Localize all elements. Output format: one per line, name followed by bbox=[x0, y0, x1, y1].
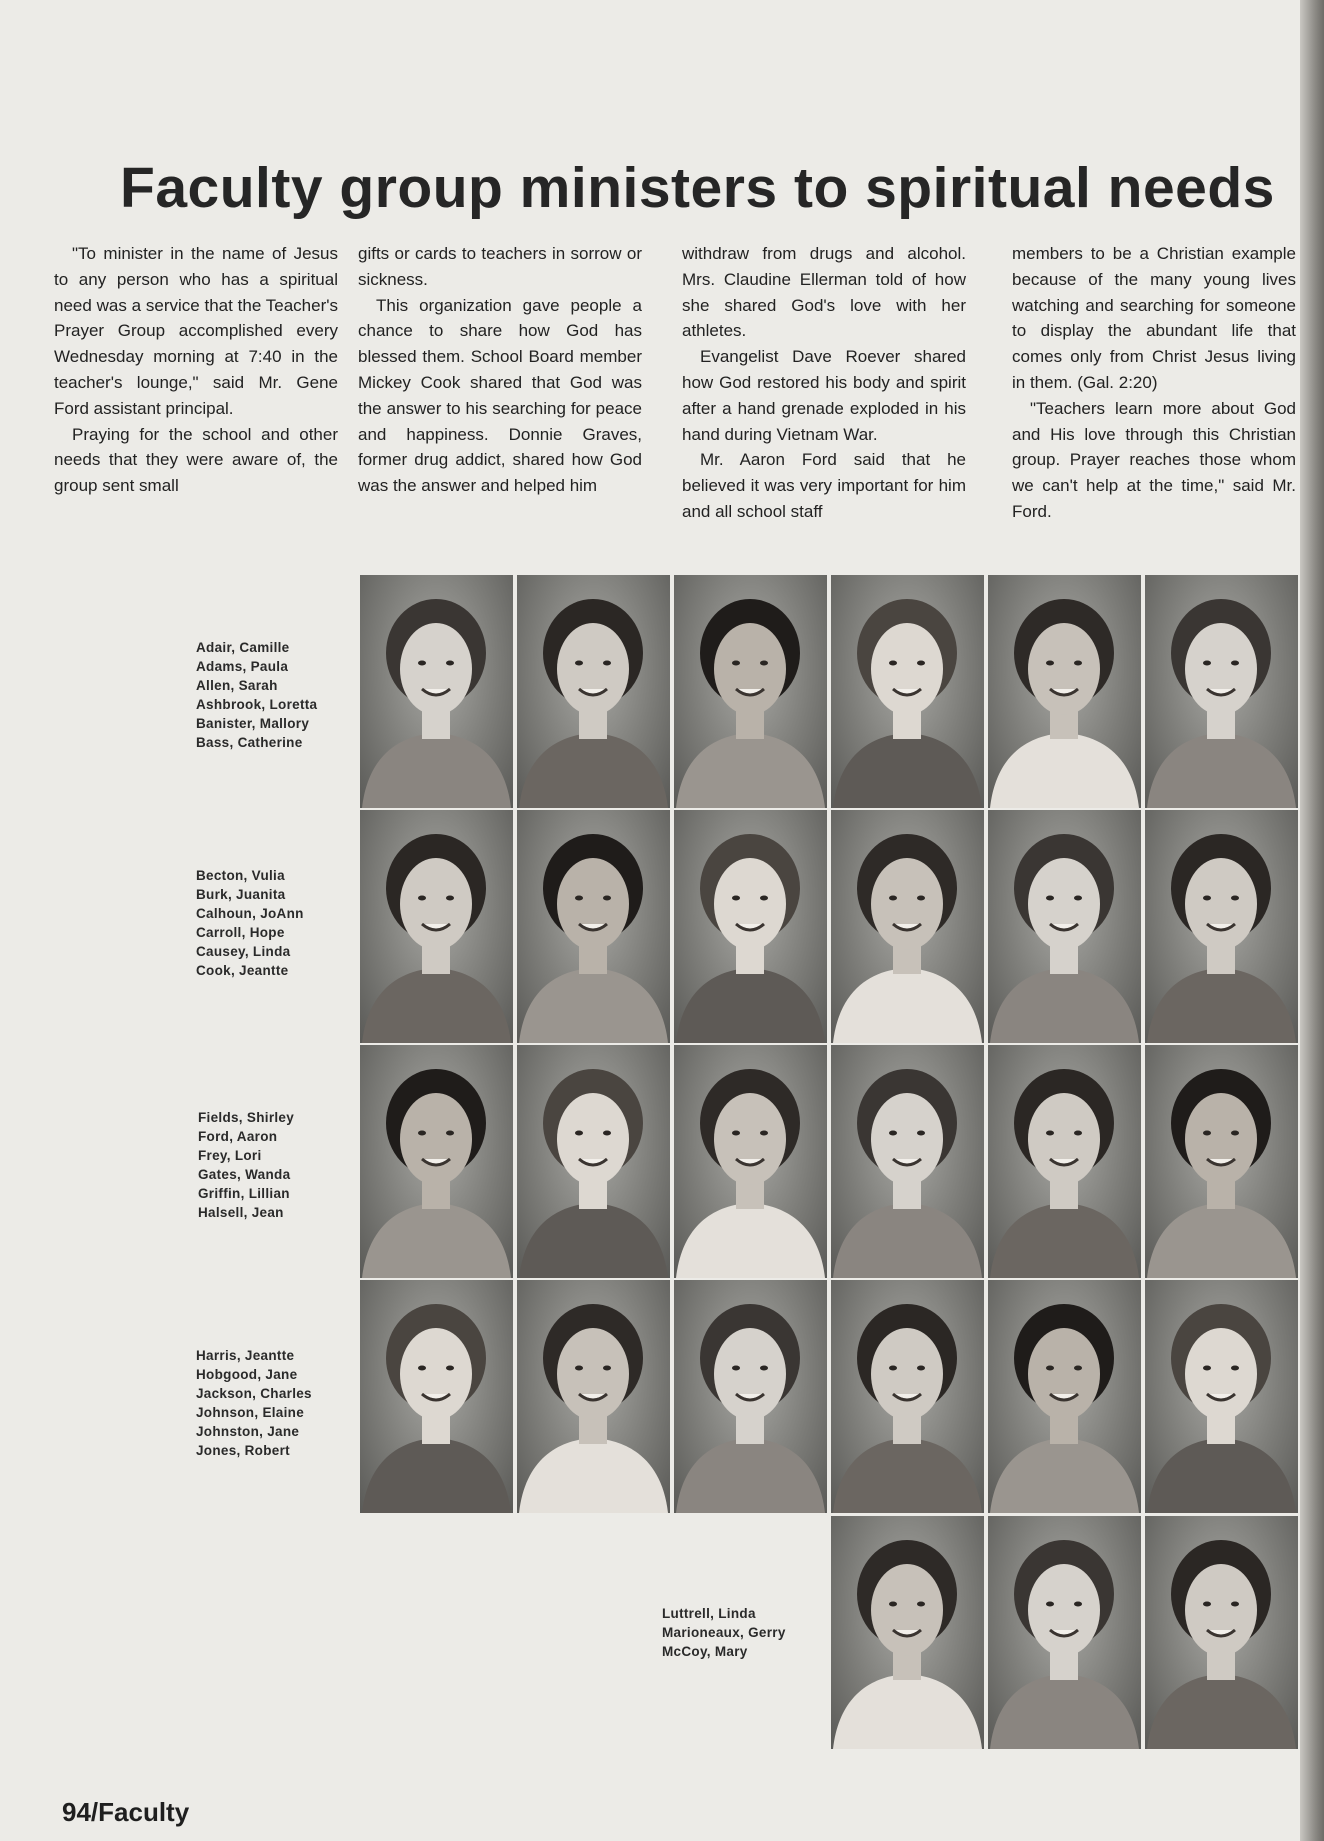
portrait-image bbox=[831, 810, 984, 1043]
faculty-name: Frey, Lori bbox=[198, 1148, 262, 1163]
page-edge-shadow bbox=[1300, 0, 1324, 1841]
article-column-2 bbox=[358, 241, 642, 499]
faculty-name: Fields, Shirley bbox=[198, 1110, 295, 1125]
faculty-name: Jones, Robert bbox=[196, 1443, 290, 1458]
faculty-name: Causey, Linda bbox=[196, 944, 291, 959]
faculty-name: Carroll, Hope bbox=[196, 925, 285, 940]
faculty-name: Bass, Catherine bbox=[196, 735, 303, 750]
portrait-image bbox=[1145, 575, 1298, 808]
faculty-portrait-photo bbox=[1145, 1280, 1298, 1513]
faculty-name: Calhoun, JoAnn bbox=[196, 906, 304, 921]
article-paragraph: members to be a Christian example because of the many young lives watching and searching for someone to display the abundant life that comes only from Christ Jesus living in them. (Gal. 2:20) bbox=[1012, 244, 1296, 392]
portrait-image bbox=[360, 1280, 513, 1513]
portrait-image bbox=[517, 1045, 670, 1278]
article-column-1 bbox=[54, 241, 338, 499]
faculty-portrait-photo bbox=[988, 575, 1141, 808]
faculty-name: Ford, Aaron bbox=[198, 1129, 278, 1144]
name-caption-row-2 bbox=[196, 866, 304, 980]
portrait-image bbox=[360, 575, 513, 808]
portrait-image bbox=[674, 1045, 827, 1278]
faculty-name: Marioneaux, Gerry bbox=[662, 1625, 786, 1640]
faculty-portrait-photo bbox=[1145, 810, 1298, 1043]
article-paragraph: "To minister in the name of Jesus to any person who has a spiritual need was a service that the Teacher's Prayer Group accomplished every Wednesday morning at 7:40 in the teacher's lounge," said Mr. Gene Ford assistant principal. bbox=[54, 244, 338, 418]
faculty-name: Harris, Jeantte bbox=[196, 1348, 295, 1363]
faculty-name: Johnson, Elaine bbox=[196, 1405, 305, 1420]
portrait-image bbox=[360, 1045, 513, 1278]
faculty-portrait-photo bbox=[831, 1280, 984, 1513]
portrait-image bbox=[831, 1045, 984, 1278]
faculty-portrait-photo bbox=[1145, 1516, 1298, 1749]
portrait-image bbox=[988, 810, 1141, 1043]
faculty-name: Hobgood, Jane bbox=[196, 1367, 298, 1382]
faculty-portrait-photo bbox=[988, 1280, 1141, 1513]
faculty-name: Gates, Wanda bbox=[198, 1167, 291, 1182]
faculty-portrait-photo bbox=[988, 1045, 1141, 1278]
faculty-name: Banister, Mallory bbox=[196, 716, 310, 731]
article-paragraph: Mr. Aaron Ford said that he believed it was very important for him and all school staff bbox=[682, 450, 966, 521]
article-paragraph: withdraw from drugs and alcohol. Mrs. Claudine Ellerman told of how she shared God's love with her athletes. bbox=[682, 244, 966, 341]
faculty-portrait-photo bbox=[674, 575, 827, 808]
portrait-image bbox=[1145, 810, 1298, 1043]
article-paragraph: Praying for the school and other needs that they were aware of, the group sent small bbox=[54, 424, 338, 496]
faculty-name: Luttrell, Linda bbox=[662, 1606, 756, 1621]
faculty-portrait-photo bbox=[517, 575, 670, 808]
portrait-image bbox=[360, 810, 513, 1043]
portrait-image bbox=[517, 575, 670, 808]
portrait-image bbox=[988, 1280, 1141, 1513]
faculty-portrait-photo bbox=[517, 1280, 670, 1513]
faculty-portrait-photo bbox=[988, 810, 1141, 1043]
faculty-name: Griffin, Lillian bbox=[198, 1186, 290, 1201]
article-column-3 bbox=[682, 241, 966, 525]
faculty-portrait-photo bbox=[674, 810, 827, 1043]
name-caption-row-1 bbox=[196, 638, 317, 752]
faculty-portrait-photo bbox=[360, 1045, 513, 1278]
portrait-image bbox=[988, 575, 1141, 808]
portrait-image bbox=[1145, 1045, 1298, 1278]
faculty-name: Cook, Jeantte bbox=[196, 963, 289, 978]
article-paragraph: Evangelist Dave Roever shared how God restored his body and spirit after a hand grenade exploded in his hand during Vietnam War. bbox=[682, 347, 966, 444]
portrait-image bbox=[988, 1516, 1141, 1749]
name-caption-row-4 bbox=[196, 1346, 312, 1460]
name-caption-row-5 bbox=[662, 1604, 786, 1661]
faculty-portrait-photo bbox=[517, 1045, 670, 1278]
portrait-image bbox=[831, 1516, 984, 1749]
article-paragraph: gifts or cards to teachers in sorrow or sickness. bbox=[358, 244, 642, 289]
faculty-portrait-photo bbox=[831, 1045, 984, 1278]
page-headline: Faculty group ministers to spiritual needs bbox=[120, 156, 1275, 220]
faculty-name: McCoy, Mary bbox=[662, 1644, 748, 1659]
portrait-image bbox=[674, 1280, 827, 1513]
faculty-portrait-photo bbox=[1145, 575, 1298, 808]
faculty-portrait-photo bbox=[360, 810, 513, 1043]
faculty-name: Jackson, Charles bbox=[196, 1386, 312, 1401]
portrait-image bbox=[1145, 1280, 1298, 1513]
faculty-portrait-photo bbox=[360, 1280, 513, 1513]
portrait-image bbox=[674, 810, 827, 1043]
faculty-name: Burk, Juanita bbox=[196, 887, 286, 902]
portrait-image bbox=[988, 1045, 1141, 1278]
faculty-portrait-photo bbox=[988, 1516, 1141, 1749]
portrait-image bbox=[517, 1280, 670, 1513]
article-paragraph: "Teachers learn more about God and His love through this Christian group. Prayer reaches those whom we can't help at the time," said Mr. Ford. bbox=[1012, 398, 1296, 521]
portrait-image bbox=[674, 575, 827, 808]
portrait-image bbox=[831, 575, 984, 808]
name-caption-row-3 bbox=[198, 1108, 294, 1222]
portrait-image bbox=[517, 810, 670, 1043]
article-column-4 bbox=[1012, 241, 1296, 525]
faculty-portrait-photo bbox=[831, 1516, 984, 1749]
article-paragraph: This organization gave people a chance to share how God has blessed them. School Board member Mickey Cook shared that God was the answer to his searching for peace and happiness. Donnie Graves, former drug addict, shared how God was the answer and helped him bbox=[358, 295, 642, 496]
page-footer: 94/Faculty bbox=[62, 1797, 190, 1827]
faculty-name: Adair, Camille bbox=[196, 640, 290, 655]
faculty-name: Ashbrook, Loretta bbox=[196, 697, 318, 712]
portrait-image bbox=[831, 1280, 984, 1513]
portrait-image bbox=[1145, 1516, 1298, 1749]
faculty-portrait-photo bbox=[831, 810, 984, 1043]
faculty-name: Johnston, Jane bbox=[196, 1424, 300, 1439]
faculty-name: Allen, Sarah bbox=[196, 678, 278, 693]
faculty-portrait-photo bbox=[674, 1045, 827, 1278]
faculty-name: Becton, Vulia bbox=[196, 868, 285, 883]
faculty-portrait-photo bbox=[517, 810, 670, 1043]
faculty-portrait-photo bbox=[674, 1280, 827, 1513]
faculty-name: Halsell, Jean bbox=[198, 1205, 284, 1220]
faculty-portrait-photo bbox=[831, 575, 984, 808]
faculty-name: Adams, Paula bbox=[196, 659, 289, 674]
faculty-portrait-photo bbox=[360, 575, 513, 808]
faculty-portrait-photo bbox=[1145, 1045, 1298, 1278]
